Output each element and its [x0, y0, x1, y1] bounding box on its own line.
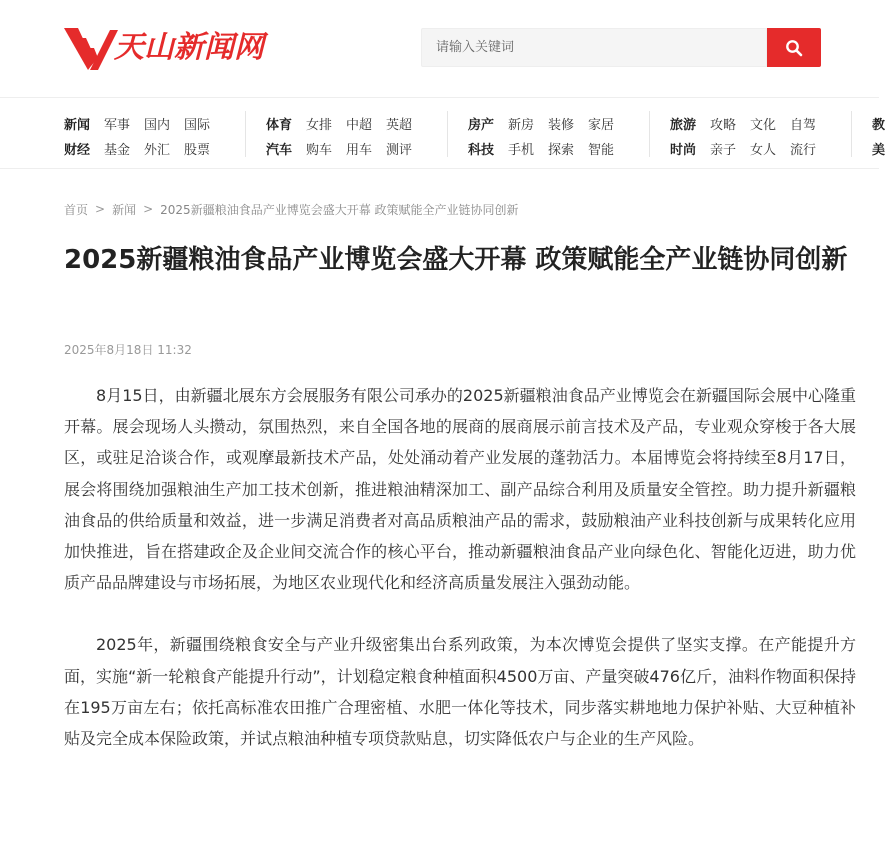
nav-category-auto[interactable]: 汽车 — [266, 143, 293, 158]
nav-category-travel[interactable]: 旅游 — [670, 118, 697, 133]
nav-item[interactable]: 用车 — [346, 143, 373, 158]
nav-item[interactable]: 新房 — [508, 118, 535, 133]
nav-row — [872, 111, 885, 136]
nav-category-sports[interactable]: 体育 — [266, 118, 293, 133]
breadcrumb-separator: > — [95, 202, 106, 216]
nav-row — [670, 136, 830, 161]
nav-row — [670, 111, 830, 136]
search-input[interactable] — [422, 29, 756, 66]
nav-group-realestate — [447, 111, 628, 157]
main-nav — [0, 97, 885, 169]
nav-item[interactable]: 装修 — [548, 118, 575, 133]
logo-text: 天山新闻网 — [114, 30, 264, 65]
nav-row — [64, 111, 224, 136]
nav-item[interactable]: 军事 — [104, 118, 131, 133]
article-body — [64, 380, 856, 785]
nav-item[interactable]: 攻略 — [710, 118, 737, 133]
nav-item[interactable]: 股票 — [184, 143, 211, 158]
nav-item[interactable]: 流行 — [790, 143, 817, 158]
nav-item[interactable]: 文化 — [750, 118, 777, 133]
nav-item[interactable]: 外汇 — [144, 143, 171, 158]
nav-item[interactable]: 探索 — [548, 143, 575, 158]
nav-item[interactable]: 国际 — [184, 118, 211, 133]
nav-item[interactable]: 基金 — [104, 143, 131, 158]
article-title: 2025新疆粮油食品产业博览会盛大开幕 政策赋能全产业链协同创新 — [64, 245, 848, 275]
search-icon — [785, 39, 803, 57]
nav-item[interactable]: 测评 — [386, 143, 413, 158]
nav-row — [266, 136, 426, 161]
nav-category-fashion[interactable]: 时尚 — [670, 143, 697, 158]
nav-item[interactable]: 购车 — [306, 143, 333, 158]
nav-category-realestate[interactable]: 房产 — [468, 118, 495, 133]
nav-group-news — [64, 111, 224, 157]
nav-category-education[interactable]: 教 — [872, 118, 885, 133]
breadcrumb-current: 2025新疆粮油食品产业博览会盛大开幕 政策赋能全产业链协同创新 — [160, 202, 519, 217]
nav-row — [468, 136, 628, 161]
nav-row — [872, 136, 885, 161]
nav-item[interactable]: 女排 — [306, 118, 333, 133]
nav-item[interactable]: 自驾 — [790, 118, 817, 133]
nav-category-news[interactable]: 新闻 — [64, 118, 91, 133]
nav-row — [266, 111, 426, 136]
breadcrumb-section[interactable]: 新闻 — [112, 202, 137, 217]
article-paragraph: 2025年，新疆围绕粮食安全与产业升级密集出台系列政策，为本次博览会提供了坚实支撑。在产能提升方面，实施“新一轮粮食产能提升行动”，计划稳定粮食种植面积4500万亩、产量突破476亿斤，油料作物面积保持在195万亩左右；依托高标准农田推广合理密植、水肥一体化等技术，同步落实耕地地力保护补贴、大豆种植补贴及完全成本保险政策，并试点粮油种植专项贷款贴息，切实降低农户与企业的生产风险。 — [64, 635, 856, 749]
search-box — [421, 28, 767, 67]
nav-item[interactable]: 智能 — [588, 143, 615, 158]
nav-item[interactable]: 英超 — [386, 118, 413, 133]
search-button[interactable] — [767, 28, 821, 67]
article-date: 2025年8月18日 11:32 — [64, 343, 192, 357]
nav-group-sports — [245, 111, 426, 157]
nav-item[interactable]: 亲子 — [710, 143, 737, 158]
nav-item[interactable]: 手机 — [508, 143, 535, 158]
breadcrumb-home[interactable]: 首页 — [64, 202, 89, 217]
nav-category-beauty[interactable]: 美 — [872, 143, 885, 158]
nav-item[interactable]: 家居 — [588, 118, 615, 133]
nav-group-travel — [649, 111, 830, 157]
nav-category-finance[interactable]: 财经 — [64, 143, 91, 158]
nav-item[interactable]: 国内 — [144, 118, 171, 133]
nav-item[interactable]: 女人 — [750, 143, 777, 158]
nav-row — [468, 111, 628, 136]
nav-category-tech[interactable]: 科技 — [468, 143, 495, 158]
breadcrumb-separator: > — [143, 202, 154, 216]
nav-item[interactable]: 中超 — [346, 118, 373, 133]
nav-row — [64, 136, 224, 161]
breadcrumb — [64, 200, 519, 218]
site-logo[interactable] — [64, 22, 304, 74]
nav-group-clipped — [851, 111, 885, 158]
article-paragraph: 8月15日，由新疆北展东方会展服务有限公司承办的2025新疆粮油食品产业博览会在新疆国际会展中心隆重开幕。展会现场人头攒动，氛围热烈，来自全国各地的展商的展商展示前言技术及产品，专业观众穿梭于各大展区，或驻足洽谈合作，或观摩最新技术产品，处处涌动着产业发展的蓬勃活力。本届博览会将持续至8月17日，展会将围绕加强粮油生产加工技术创新，推进粮油精深加工、副产品综合利用及质量安全管控。助力提升新疆粮油食品的供给质量和效益，进一步满足消费者对高品质粮油产品的需求，鼓励粮油产业科技创新与成果转化应用加快推进，旨在搭建政企及企业间交流合作的核心平台，推动新疆粮油食品产业向绿色化、智能化迈进，助力优质产品品牌建设与市场拓展，为地区农业现代化和经济高质量发展注入强劲动能。 — [64, 386, 856, 593]
